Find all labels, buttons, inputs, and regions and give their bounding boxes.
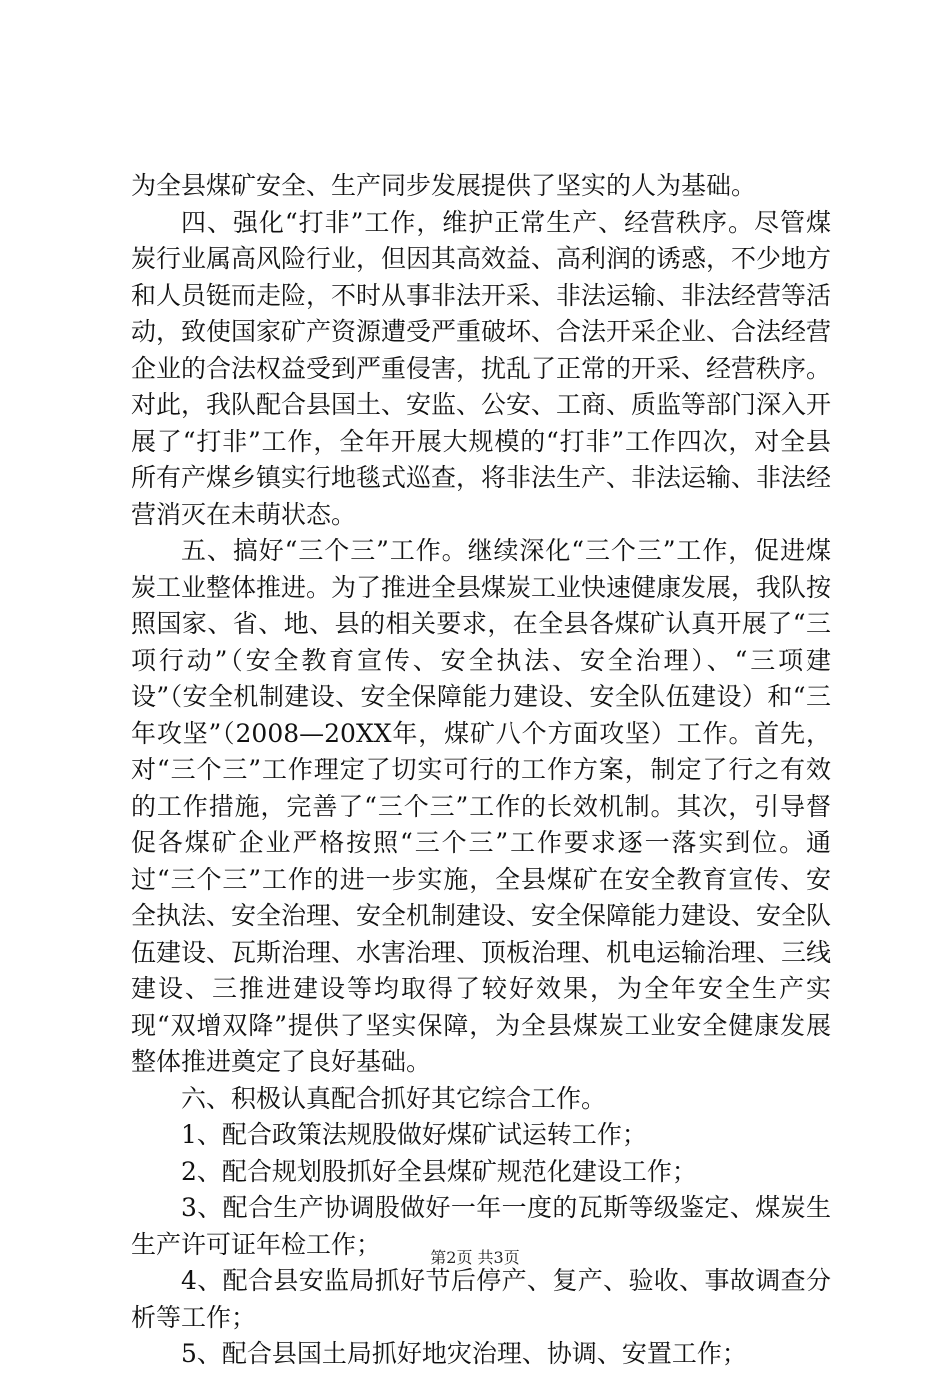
paragraph-section-six: 六、积极认真配合抓好其它综合工作。 (181, 1083, 607, 1113)
list-item: 5、配合县国土局抓好地灾治理、协调、安置工作； (181, 1339, 747, 1368)
page-footer: 第2页 共3页 (430, 1248, 520, 1267)
list-item: 1、配合政策法规股做好煤矿试运转工作； (181, 1120, 647, 1149)
list-item: 4、配合县安监局抓好节后停产、复产、验收、事故调查分析等工作； (131, 1266, 831, 1332)
list-item: 2、配合规划股抓好全县煤矿规范化建设工作； (181, 1156, 697, 1186)
paragraph-continuation: 为全县煤矿安全、生产同步发展提供了坚实的人为基础。 (131, 171, 757, 200)
paragraph-section-four: 四、强化“打非”工作，维护正常生产、经营秩序。尽管煤炭行业属高风险行业，但因其高效益、高利润的诱惑，不少地方和人员铤而走险，不时从事非法开采、非法运输、非法经营等活动，致使国家矿产资源遭受严重破坏、合法开采企业、合法经营企业的合法权益受到严重侵害，扰乱了正常的开采、经营秩序。对此，我队配合县国土、安监、公安、工商、质监等部门深入开展了“打非”工作，全年开展大规模的“打非”工作四次，对全县所有产煤乡镇实行地毯式巡查，将非法生产、非法运输、非法经营消灭在未萌状态。 (131, 207, 832, 529)
list-item: 3、配合生产协调股做好一年一度的瓦斯等级鉴定、煤炭生生产许可证年检工作； (131, 1193, 831, 1259)
document-body (131, 168, 831, 1373)
paragraph-section-five: 五、搞好“三个三”工作。继续深化“三个三”工作，促进煤炭工业整体推进。为了推进全县煤炭工业快速健康发展，我队按照国家、省、地、县的相关要求，在全县各煤矿认真开展了“三项行动”（安全教育宣传、安全执法、安全治理）、“三项建设”（安全机制建设、安全保障能力建设、安全队伍建设）和“三年攻坚”（2008—20XX年，煤矿八个方面攻坚）工作。首先，对“三个三”工作理定了切实可行的工作方案，制定了行之有效的工作措施，完善了“三个三”工作的长效机制。其次，引导督促各煤矿企业严格按照“三个三”工作要求逐一落实到位。通过“三个三”工作的进一步实施，全县煤矿在安全教育宣传、安全执法、安全治理、安全机制建设、安全保障能力建设、安全队伍建设、瓦斯治理、水害治理、顶板治理、机电运输治理、三线建设、三推进建设等均取得了较好效果，为全年安全生产实现“双增双降”提供了坚实保障，为全县煤炭工业安全健康发展整体推进奠定了良好基础。 (131, 536, 832, 1076)
